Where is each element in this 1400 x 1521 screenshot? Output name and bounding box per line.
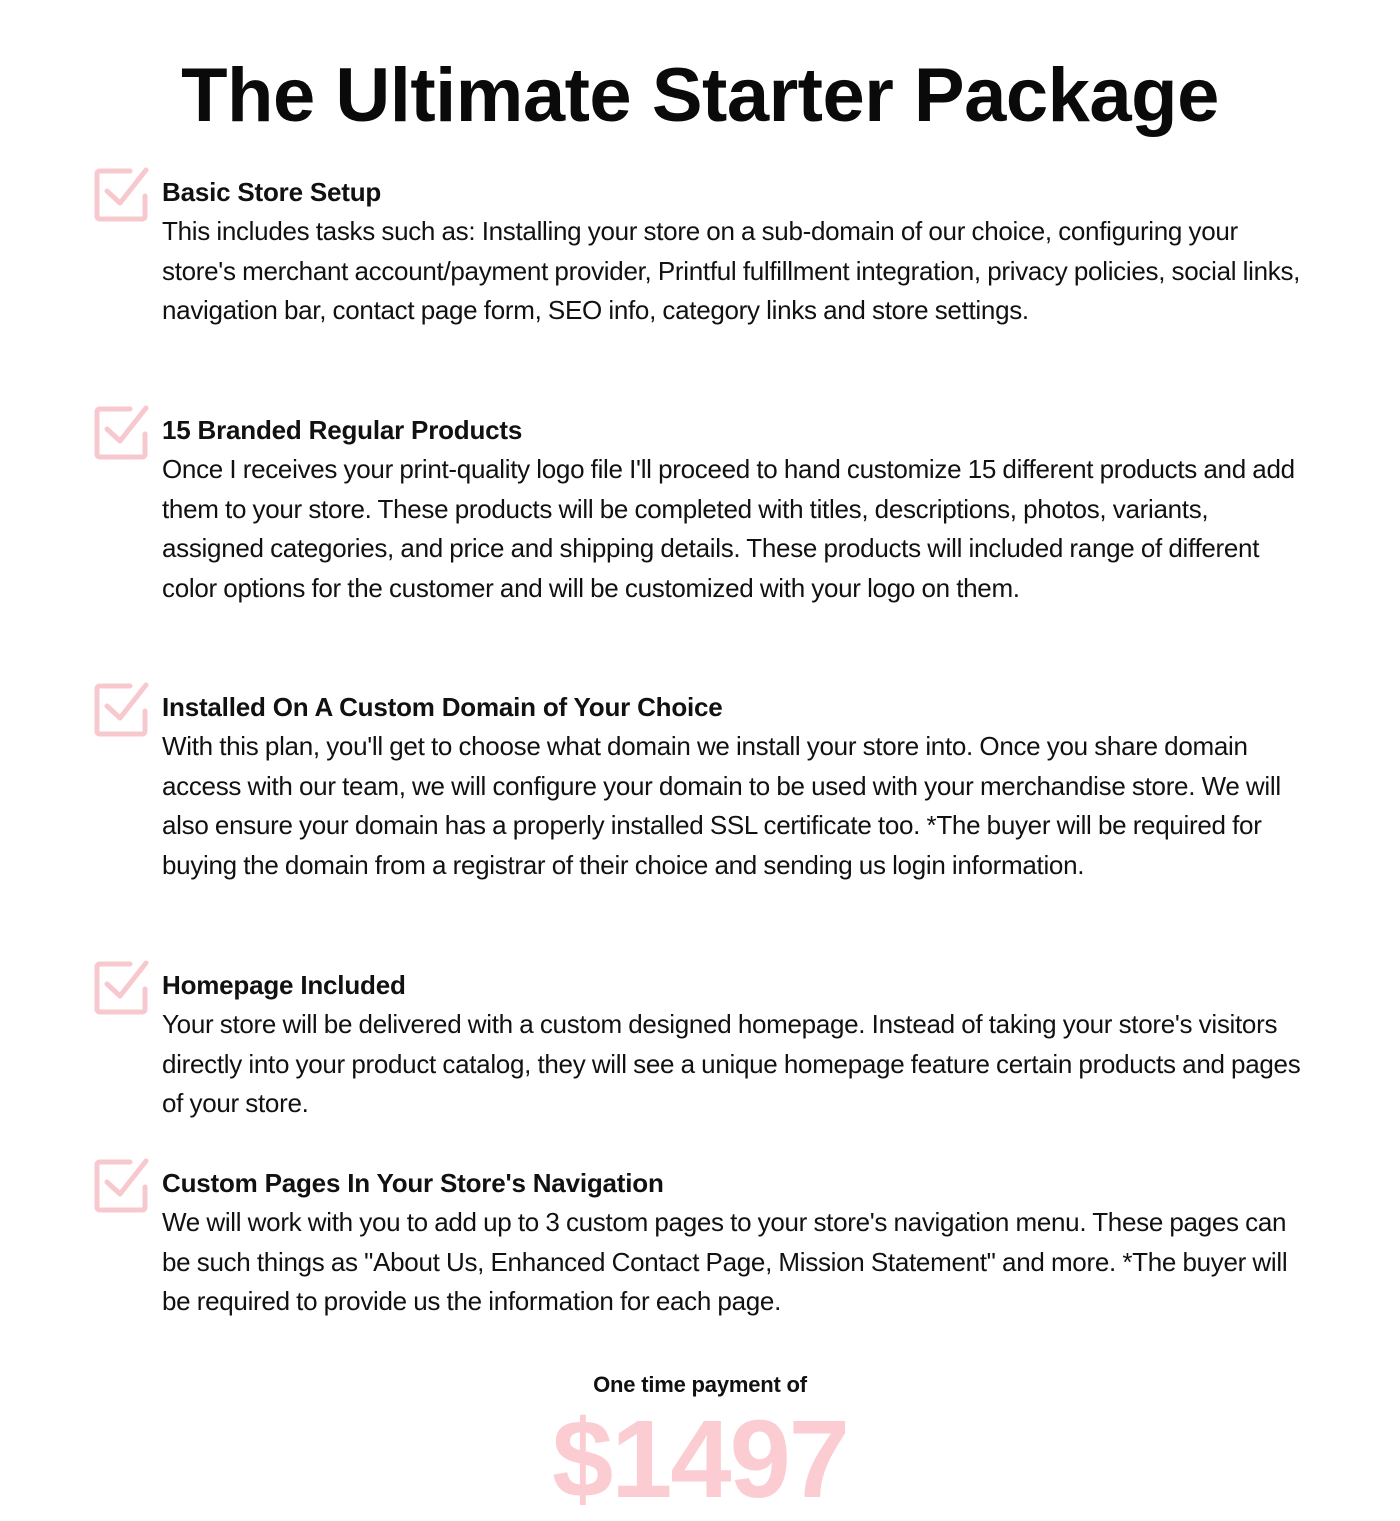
page-title: [0, 48, 1400, 144]
checkbox-checked-icon: [92, 404, 150, 462]
feature-description: With this plan, you'll get to choose what domain we install your store into. Once you share domain access with our team, we will configure your domain to be used with your merchandise store. We will also ensure your domain has a properly installed SSL certificate too. *The buyer will be required for buying the domain from a registrar of their choice and sending us login information.: [162, 731, 1281, 881]
title-suffix: Starter Package: [651, 53, 1219, 138]
feature-title: Installed On A Custom Domain of Your Choice: [162, 692, 723, 722]
feature-title: Homepage Included: [162, 970, 406, 1000]
payment-label: One time payment of: [593, 1372, 807, 1397]
feature-description: This includes tasks such as: Installing your store on a sub-domain of our choice, configuring your store's merchant account/payment provider, Printful fulfillment integration, privacy policies, social links, navigation bar, contact page form, SEO info, category links and store settings.: [162, 216, 1301, 326]
checkbox-checked-icon: [92, 959, 150, 1017]
feature-title: Basic Store Setup: [162, 177, 382, 207]
checkbox-checked-icon: [92, 681, 150, 739]
checkbox-checked-icon: [92, 166, 150, 224]
checkbox-checked-icon: [92, 1157, 150, 1215]
price-amount: $1497: [552, 1398, 848, 1521]
title-prefix: The: [181, 53, 315, 138]
title-emphasis: Ultimate: [335, 53, 632, 138]
feature-title: Custom Pages In Your Store's Navigation: [162, 1168, 664, 1198]
feature-description: Once I receives your print-quality logo file I'll proceed to hand customize 15 different products and add them to your store. These products will be completed with titles, descriptions, photos, variants, assigned categories, and price and shipping details. These products will included range of different color options for the customer and will be customized with your logo on them.: [162, 454, 1295, 604]
feature-description: Your store will be delivered with a custom designed homepage. Instead of taking your store's visitors directly into your product catalog, they will see a unique homepage feature certain products and pages of your store.: [162, 1009, 1301, 1119]
feature-description: We will work with you to add up to 3 custom pages to your store's navigation menu. These pages can be such things as "About Us, Enhanced Contact Page, Mission Statement" and more. *The buyer will be required to provide us the information for each page.: [162, 1207, 1288, 1317]
feature-title: 15 Branded Regular Products: [162, 415, 523, 445]
